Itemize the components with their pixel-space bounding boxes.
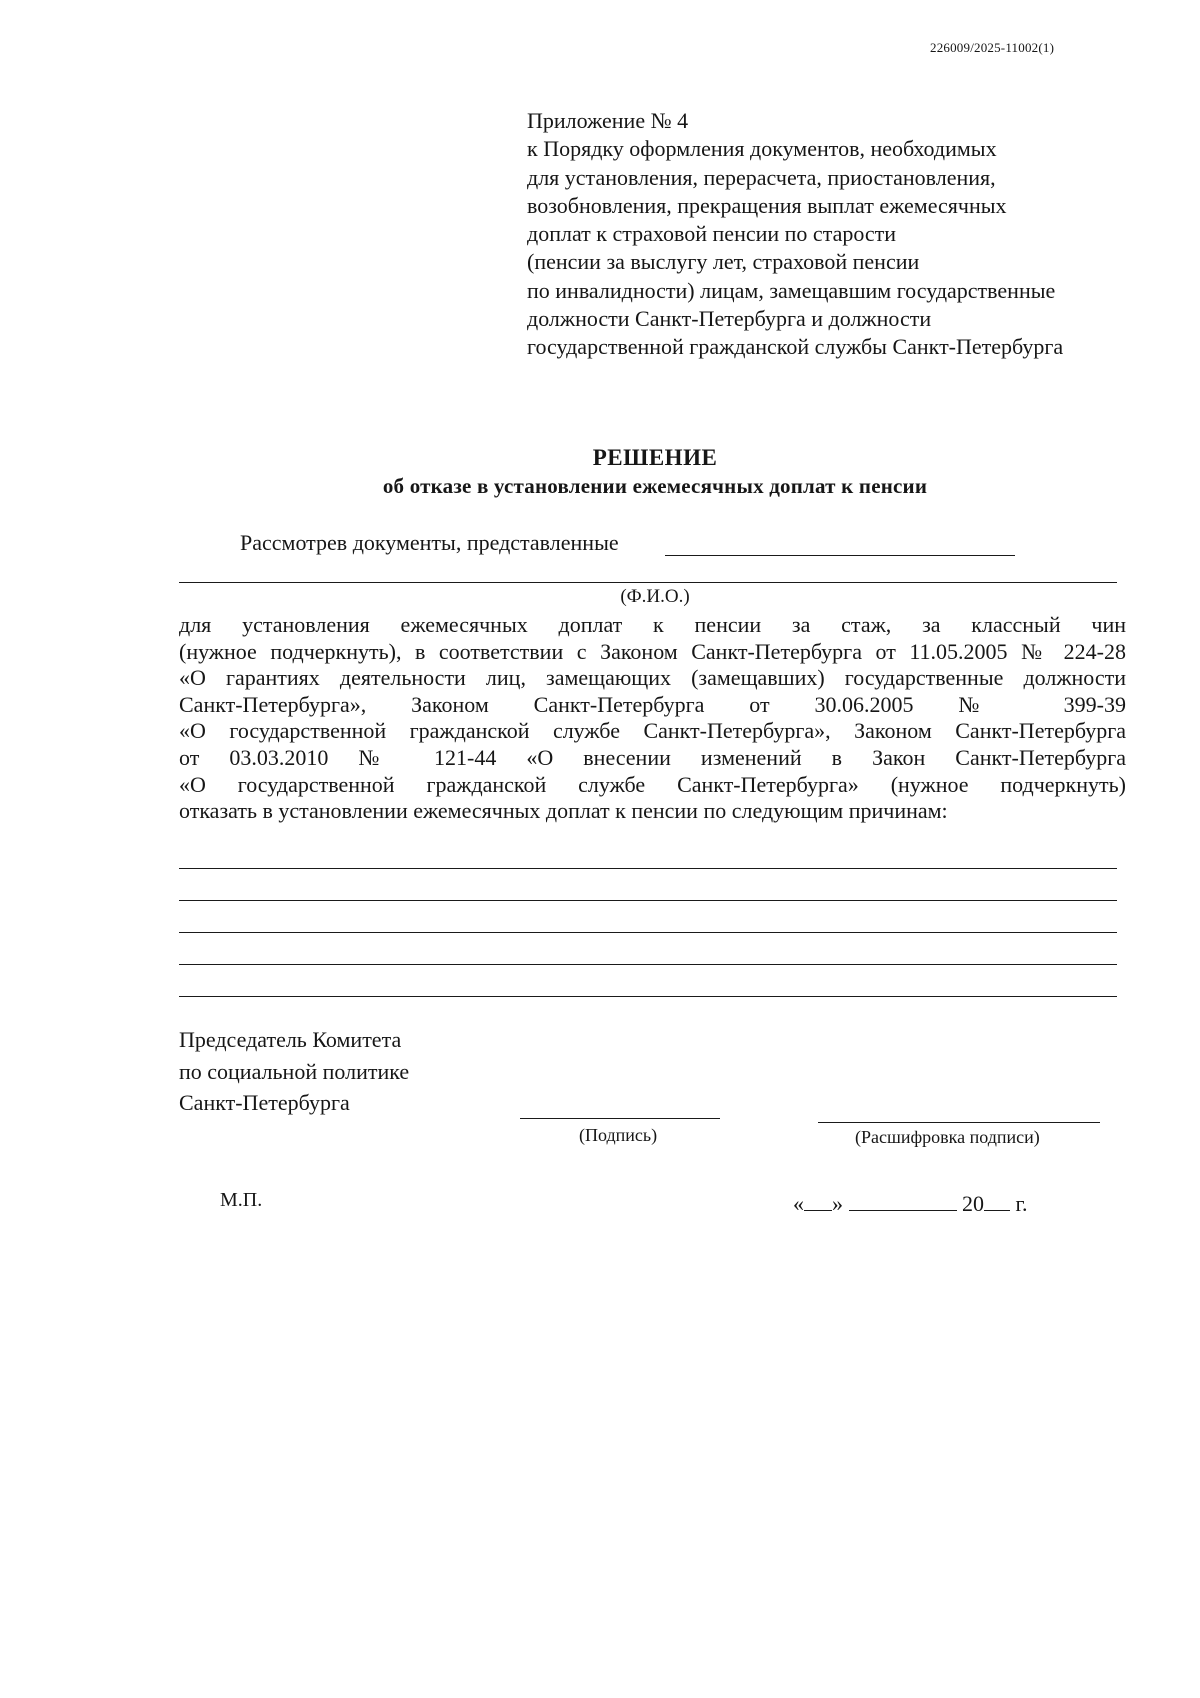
- body-line: Санкт-Петербурга», Законом Санкт-Петербурга от 30.06.2005 № 399-39: [179, 691, 1126, 717]
- document-subtitle: об отказе в установлении ежемесячных доплат к пенсии: [382, 474, 928, 498]
- reason-line-5[interactable]: [179, 996, 1117, 997]
- document-title: РЕШЕНИЕ: [592, 445, 718, 470]
- decision-body: [179, 612, 1126, 825]
- date-close-quote: »: [832, 1191, 843, 1216]
- body-line: (нужное подчеркнуть), в соответствии с Законом Санкт-Петербурга от 11.05.2005 № 224-28: [179, 638, 1126, 664]
- appendix-line: возобновления, прекращения выплат ежемесячных: [527, 192, 1007, 218]
- body-line: «О государственной гражданской службе Санкт-Петербурга» (нужное подчеркнуть): [179, 771, 1126, 797]
- body-line: «О гарантиях деятельности лиц, замещающих (замещавших) государственные должности: [179, 665, 1126, 691]
- appendix-line: государственной гражданской службы Санкт-Петербурга: [527, 334, 1064, 360]
- date-year-field[interactable]: [984, 1190, 1010, 1211]
- date-year-suffix: г.: [1015, 1191, 1028, 1216]
- applicant-name-field[interactable]: [665, 555, 1015, 556]
- signature-field[interactable]: [520, 1118, 720, 1119]
- chair-block: [179, 1024, 409, 1119]
- chair-line: Председатель Комитета: [179, 1027, 402, 1052]
- chair-line: Санкт-Петербурга: [179, 1090, 350, 1115]
- date-year-prefix: 20: [962, 1191, 984, 1216]
- body-line: для установления ежемесячных доплат к пенсии за стаж, за классный чин: [179, 612, 1126, 637]
- appendix-line: к Порядку оформления документов, необходимых: [527, 136, 997, 162]
- signature-decoding-field[interactable]: [818, 1122, 1100, 1123]
- applicant-name-field-continued[interactable]: [179, 582, 1117, 583]
- reason-line-1[interactable]: [179, 868, 1117, 869]
- appendix-line: по инвалидности) лицам, замещавшим государственные: [527, 277, 1056, 303]
- reason-line-4[interactable]: [179, 964, 1117, 965]
- body-line: «О государственной гражданской службе Санкт-Петербурга», Законом Санкт-Петербурга: [179, 718, 1126, 744]
- fio-caption: (Ф.И.О.): [620, 586, 690, 607]
- appendix-line: Приложение № 4: [527, 108, 689, 133]
- body-line: отказать в установлении ежемесячных доплат к пенсии по следующим причинам:: [179, 798, 948, 824]
- date-day-field[interactable]: [804, 1190, 832, 1211]
- appendix-line: должности Санкт-Петербурга и должности: [527, 306, 932, 332]
- appendix-line: доплат к страховой пенсии по старости: [527, 221, 897, 247]
- signature-caption: (Подпись): [579, 1125, 658, 1145]
- reason-line-3[interactable]: [179, 932, 1117, 933]
- date-month-field[interactable]: [849, 1190, 957, 1211]
- body-line: от 03.03.2010 № 121-44 «О внесении изменений в Закон Санкт-Петербурга: [179, 744, 1126, 770]
- document-number: 226009/2025-11002(1): [930, 40, 1055, 55]
- stamp-place-label: М.П.: [220, 1189, 263, 1211]
- date-open-quote: «: [793, 1191, 804, 1216]
- considered-label: Рассмотрев документы, представленные: [240, 530, 619, 555]
- chair-line: по социальной политике: [179, 1058, 410, 1084]
- appendix-line: (пенсии за выслугу лет, страховой пенсии: [527, 249, 920, 275]
- reason-line-2[interactable]: [179, 900, 1117, 901]
- appendix-header: [527, 107, 1063, 362]
- appendix-line: для установления, перерасчета, приостановления,: [527, 164, 996, 190]
- date-line: [793, 1190, 1028, 1217]
- signature-decoding-caption: (Расшифровка подписи): [855, 1127, 1040, 1147]
